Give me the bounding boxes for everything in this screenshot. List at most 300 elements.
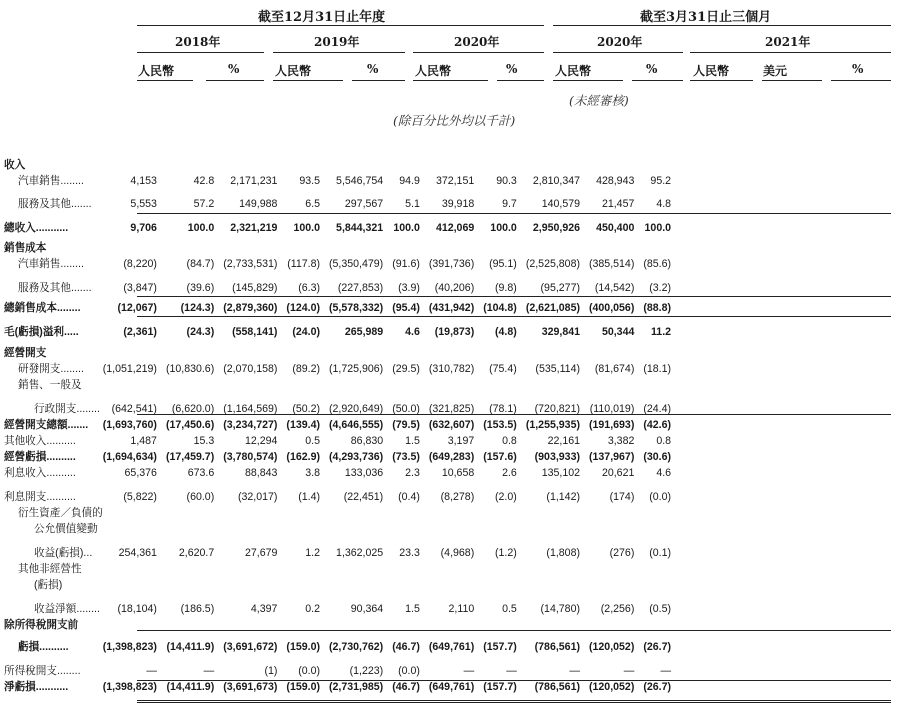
row-value (526, 521, 589, 537)
row-value: (276) (609, 547, 635, 559)
row-value (589, 340, 643, 361)
row-value (483, 577, 526, 593)
row-value: (3.2) (649, 282, 672, 294)
row-value (223, 577, 286, 593)
row-value: (75.4) (489, 363, 517, 375)
row-value: (0.0) (649, 491, 672, 503)
row-value: (649,283) (428, 451, 475, 463)
row-value: 90.3 (496, 175, 517, 187)
row-value: (3,847) (123, 282, 157, 294)
row-value (166, 521, 223, 537)
row-value: — (569, 665, 580, 677)
unit-usd-q2021: 美元 (763, 64, 788, 78)
row-value: (786,561) (534, 641, 580, 653)
row-value: 5,553 (130, 198, 157, 210)
row-label: 服務及其他....... (18, 282, 92, 294)
row-value: (73.5) (392, 451, 420, 463)
row-value: (159.0) (286, 641, 320, 653)
year-rule-2019 (273, 52, 405, 53)
quarter-2021: 2021年 (765, 35, 811, 49)
row-value (429, 236, 483, 256)
row-value: 50,344 (601, 326, 635, 338)
row-value: 673.6 (187, 467, 215, 479)
unit-pct-q2021: % (852, 62, 864, 76)
unit-pct-q2020: % (646, 62, 658, 76)
row-value: 9,706 (130, 222, 157, 234)
row-value: 329,841 (541, 326, 580, 338)
row-value (526, 505, 589, 521)
row-value: (2,070,158) (223, 363, 278, 375)
row-value: (8,220) (123, 258, 157, 270)
row-value: 65,376 (124, 467, 157, 479)
unit-rmb-2019: 人民幣 (275, 64, 312, 78)
row-value (429, 617, 483, 633)
table-row (0, 633, 680, 655)
row-value (429, 340, 483, 361)
row-value (643, 577, 680, 593)
row-value (429, 505, 483, 521)
row-value: 0.2 (305, 603, 320, 615)
row-value (589, 521, 643, 537)
row-value: (0.0) (398, 665, 420, 677)
row-value: 450,400 (596, 222, 635, 234)
row-value: 95.2 (650, 175, 672, 187)
row-value: (3,691,672) (223, 641, 278, 653)
rule-net-loss-double-a (137, 700, 891, 701)
row-value: 20,621 (601, 467, 635, 479)
row-label: 總收入........... (4, 222, 69, 234)
row-value: (2,733,531) (223, 258, 278, 270)
row-value: 3.8 (305, 467, 320, 479)
row-value: (4,293,736) (329, 451, 384, 463)
table-row (0, 617, 680, 633)
row-value (223, 377, 286, 393)
row-value: (95.1) (489, 258, 517, 270)
row-value: (1.4) (298, 491, 320, 503)
row-value: 90,364 (350, 603, 384, 615)
row-value: (3,780,574) (223, 451, 278, 463)
row-value: 5,546,754 (336, 175, 384, 187)
row-value: (157.7) (483, 681, 517, 693)
row-value: 297,567 (344, 198, 384, 210)
row-value (223, 340, 286, 361)
row-value (103, 617, 166, 633)
row-value (392, 577, 429, 593)
row-value: (18,104) (117, 603, 157, 615)
row-value (643, 236, 680, 256)
row-value (286, 377, 329, 393)
table-row (0, 417, 680, 433)
table-row (0, 481, 680, 505)
table-row (0, 679, 680, 695)
row-value (286, 505, 329, 521)
row-value (103, 236, 166, 256)
row-label: 虧損.......... (18, 641, 69, 653)
row-value (589, 617, 643, 633)
row-value: (88.8) (643, 302, 672, 314)
row-value: (4,968) (440, 547, 475, 559)
row-value: (0.1) (649, 547, 672, 559)
row-value: 23.3 (399, 547, 420, 559)
table-row (0, 189, 680, 212)
row-value (286, 561, 329, 577)
row-value: 100.0 (293, 222, 320, 234)
table-row (0, 236, 680, 256)
row-value: (227,853) (337, 282, 384, 294)
row-label: 銷售、一般及 (18, 379, 82, 391)
table-row (0, 173, 680, 189)
row-value (392, 236, 429, 256)
table-row (0, 655, 680, 679)
row-value: 93.5 (299, 175, 320, 187)
row-value (429, 152, 483, 173)
row-value: 1.5 (405, 603, 420, 615)
row-value: (22,451) (343, 491, 384, 503)
quarter-2020: 2020年 (597, 35, 643, 49)
row-value (483, 505, 526, 521)
row-value: (2,731,985) (329, 681, 384, 693)
row-value: 135,102 (541, 467, 580, 479)
quarter-rule-2020 (553, 52, 683, 53)
row-value: (95,277) (540, 282, 580, 294)
row-value (166, 377, 223, 393)
row-value: (14,542) (594, 282, 635, 294)
row-label: 毛(虧損)溢利..... (4, 326, 79, 338)
quarter-rule-2021 (690, 52, 891, 53)
row-value: (5,350,479) (329, 258, 384, 270)
row-label: 經營開支總額....... (4, 419, 89, 431)
row-value (329, 521, 392, 537)
unit-rule (497, 80, 544, 81)
row-value: — (660, 665, 672, 677)
row-value: (786,561) (534, 681, 580, 693)
row-value (643, 340, 680, 361)
year-rule-2018 (137, 52, 264, 53)
row-value (589, 236, 643, 256)
row-value: (391,736) (428, 258, 475, 270)
row-value: (30.6) (643, 451, 672, 463)
row-value: (60.0) (186, 491, 215, 503)
row-value: (120,052) (589, 641, 635, 653)
row-value: (162.9) (286, 451, 320, 463)
row-value: (1.2) (495, 547, 517, 559)
table-row (0, 316, 680, 340)
unaudited-note: (未經審核) (569, 93, 629, 108)
row-value: 57.2 (193, 198, 215, 210)
row-value: (2,256) (600, 603, 635, 615)
row-value: (18.1) (643, 363, 672, 375)
row-value: (157.7) (483, 641, 517, 653)
row-value: 4,397 (250, 603, 278, 615)
period-quarter-rule (553, 25, 891, 26)
row-value (526, 152, 589, 173)
row-value: 4.8 (656, 198, 672, 210)
row-value (483, 561, 526, 577)
row-value: 21,457 (601, 198, 635, 210)
row-value: (153.5) (483, 419, 517, 431)
row-value (223, 561, 286, 577)
row-value (223, 152, 286, 173)
row-value: (1,725,906) (329, 363, 384, 375)
row-value (483, 617, 526, 633)
row-label: (虧損) (34, 579, 63, 591)
period-year-header: 截至12月31日止年度 (258, 10, 386, 25)
row-value: (1,051,219) (102, 363, 157, 375)
row-value: (17,450.6) (165, 419, 215, 431)
row-label: 汽車銷售........ (18, 175, 84, 187)
row-value (643, 617, 680, 633)
row-value: (89.2) (292, 363, 320, 375)
row-value (103, 377, 166, 393)
table-row (0, 465, 680, 481)
row-value: (1,142) (546, 491, 580, 503)
unit-rule (762, 80, 822, 81)
row-value (526, 577, 589, 593)
row-value: (0.5) (649, 603, 672, 615)
row-value: 2,950,926 (532, 222, 580, 234)
row-value (329, 561, 392, 577)
row-value (392, 377, 429, 393)
row-value (429, 377, 483, 393)
row-label: 收益淨額........ (34, 603, 100, 615)
row-value: 3,382 (607, 435, 635, 447)
row-value (392, 505, 429, 521)
row-label: 銷售成本 (4, 242, 47, 254)
row-label: 行政開支........ (34, 403, 100, 415)
row-value: (720,821) (534, 403, 580, 415)
row-value: (14,780) (540, 603, 580, 615)
row-value: (79.5) (392, 419, 420, 431)
year-2020: 2020年 (454, 35, 500, 49)
row-value: (39.6) (186, 282, 215, 294)
row-value: (649,761) (428, 681, 475, 693)
period-year-rule (137, 25, 544, 26)
row-value: (632,607) (428, 419, 475, 431)
row-value: (78.1) (489, 403, 517, 415)
row-value (589, 505, 643, 521)
row-value: (145,829) (232, 282, 278, 294)
row-value: (191,693) (589, 419, 635, 431)
table-row (0, 393, 680, 417)
row-value: (1,255,935) (525, 419, 580, 431)
row-value: 2,810,347 (532, 175, 580, 187)
row-value: 2,171,231 (230, 175, 278, 187)
row-value (392, 340, 429, 361)
row-value: (10,830.6) (165, 363, 215, 375)
row-value: (321,825) (428, 403, 475, 415)
row-value: — (506, 665, 517, 677)
row-label: 總銷售成本........ (4, 302, 81, 314)
row-label: 利息開支.......... (4, 491, 76, 503)
table-row (0, 296, 680, 316)
row-label: 收益(虧損)... (34, 547, 93, 559)
row-value: (5,578,332) (329, 302, 384, 314)
table-row (0, 256, 680, 272)
row-value: (3,691,673) (223, 681, 278, 693)
unit-rmb-q2020: 人民幣 (555, 64, 592, 78)
row-value: 0.8 (502, 435, 517, 447)
unit-rule (632, 80, 683, 81)
row-value: 39,918 (441, 198, 475, 210)
row-value (643, 377, 680, 393)
row-value: (95.4) (392, 302, 420, 314)
table-row (0, 521, 680, 537)
row-value (526, 236, 589, 256)
row-value: (117.8) (287, 258, 320, 270)
row-value: (14,411.9) (166, 681, 215, 693)
row-value: 2,321,219 (230, 222, 278, 234)
unit-rmb-q2021: 人民幣 (693, 64, 730, 78)
row-value: (139.4) (286, 419, 320, 431)
row-value: (1,398,823) (102, 641, 157, 653)
row-value: 10,658 (441, 467, 475, 479)
table-row (0, 433, 680, 449)
row-value: (9.8) (495, 282, 517, 294)
row-value: (6,620.0) (171, 403, 215, 415)
year-rule-2020 (413, 52, 544, 53)
row-value (329, 152, 392, 173)
row-value (286, 340, 329, 361)
row-value: (124.3) (180, 302, 215, 314)
row-value: (1) (264, 665, 278, 677)
row-value: 100.0 (187, 222, 215, 234)
row-value (223, 236, 286, 256)
row-value: 0.5 (502, 603, 517, 615)
row-value (643, 561, 680, 577)
table-row (0, 212, 680, 236)
row-label: 公允價值變動 (34, 523, 98, 535)
row-value (166, 152, 223, 173)
row-value: (186.5) (180, 603, 215, 615)
row-value (429, 577, 483, 593)
row-value: (14,411.9) (166, 641, 215, 653)
row-value (643, 152, 680, 173)
row-value (103, 340, 166, 361)
row-value: 0.8 (656, 435, 672, 447)
income-statement-table (0, 152, 680, 695)
row-value (166, 617, 223, 633)
unit-rule (413, 80, 488, 81)
row-value: (124.0) (286, 302, 320, 314)
row-value (286, 236, 329, 256)
row-value: (24.0) (292, 326, 320, 338)
row-value: (84.7) (186, 258, 215, 270)
row-label: 其他非經營性 (18, 563, 82, 575)
income-statement-body (0, 152, 680, 695)
row-value: — (203, 665, 215, 677)
row-value (286, 617, 329, 633)
row-value: (1,694,634) (102, 451, 157, 463)
row-value: 1.2 (305, 547, 320, 559)
row-value: (2,730,762) (329, 641, 384, 653)
row-value (329, 340, 392, 361)
row-value (286, 152, 329, 173)
unit-rule (137, 80, 193, 81)
row-label: 服務及其他....... (18, 198, 92, 210)
row-value (286, 521, 329, 537)
row-value: 0.5 (305, 435, 320, 447)
row-value: (1,398,823) (102, 681, 157, 693)
row-value: (159.0) (286, 681, 320, 693)
row-value (483, 377, 526, 393)
row-value: 4.6 (405, 326, 420, 338)
row-value: (431,942) (428, 302, 475, 314)
row-value (526, 377, 589, 393)
row-value: (400,056) (589, 302, 635, 314)
unit-pct-2018: % (228, 62, 240, 76)
row-value: 12,294 (245, 435, 278, 447)
table-row (0, 505, 680, 521)
row-value: (40,206) (434, 282, 475, 294)
row-value: (32,017) (237, 491, 278, 503)
table-row (0, 361, 680, 377)
table-row (0, 561, 680, 577)
row-value: 428,943 (596, 175, 635, 187)
row-value: 1.5 (405, 435, 420, 447)
row-value: 3,197 (447, 435, 475, 447)
row-value (329, 617, 392, 633)
row-value: (6.3) (298, 282, 320, 294)
row-label: 衍生資產／負債的 (18, 507, 103, 519)
row-value (166, 561, 223, 577)
row-value (329, 236, 392, 256)
row-value (526, 340, 589, 361)
row-value (483, 236, 526, 256)
row-value (589, 577, 643, 593)
row-value (526, 617, 589, 633)
table-row (0, 537, 680, 561)
row-value: 372,151 (435, 175, 475, 187)
row-label: 除所得稅開支前 (4, 619, 79, 631)
row-value: 2.6 (502, 467, 517, 479)
row-value: 2,620.7 (178, 547, 215, 559)
unit-pct-2020: % (506, 62, 518, 76)
row-value (166, 505, 223, 521)
row-value: 86,830 (350, 435, 384, 447)
row-value (223, 505, 286, 521)
table-row (0, 272, 680, 296)
row-value (526, 561, 589, 577)
unit-rmb-2018: 人民幣 (138, 64, 175, 78)
row-value: 9.7 (502, 198, 517, 210)
row-value: (1,223) (349, 665, 384, 677)
row-value: (0.4) (398, 491, 420, 503)
row-value: (2,920,649) (329, 403, 384, 415)
row-value: 140,579 (541, 198, 580, 210)
row-value: 22,161 (547, 435, 580, 447)
row-label: 經營開支 (4, 347, 47, 359)
row-value: (4.8) (495, 326, 517, 338)
row-value: 15.3 (193, 435, 215, 447)
row-value: (310,782) (428, 363, 475, 375)
row-value (329, 377, 392, 393)
row-value: (3.9) (398, 282, 420, 294)
unit-rule (273, 80, 343, 81)
row-value (392, 521, 429, 537)
row-value (166, 577, 223, 593)
row-value (223, 617, 286, 633)
row-value (392, 617, 429, 633)
row-value: (26.7) (643, 641, 672, 653)
row-value: 1,362,025 (336, 547, 384, 559)
row-value: (24.3) (186, 326, 215, 338)
rule-net-loss-double-b (137, 702, 891, 703)
row-label: 收入 (4, 159, 26, 171)
row-value: (385,514) (589, 258, 635, 270)
row-value: (50.2) (292, 403, 320, 415)
row-value: 5.1 (405, 198, 420, 210)
row-value: 133,036 (344, 467, 384, 479)
